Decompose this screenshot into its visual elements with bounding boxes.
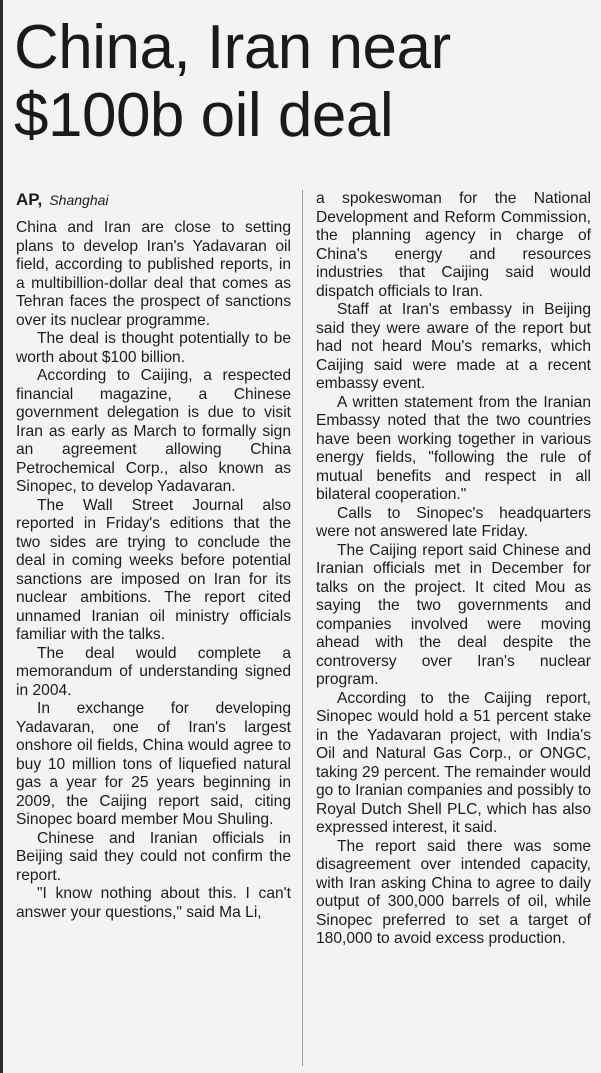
paragraph: Chinese and Iranian officials in Beijing said they could not confirm the report.	[16, 829, 291, 884]
paragraph: According to Caijing, a respected financial magazine, a Chinese government delegation is due to visit Iran as early as March to formally sign an agreement allowing China Petrochemical Corp., also known as Sinopec, to develop Yadavaran.	[16, 367, 291, 495]
dateline-place: Shanghai	[49, 192, 109, 208]
paragraph: The deal would complete a memorandum of understanding signed in 2004.	[16, 644, 291, 699]
page-edge-rule	[0, 0, 3, 1073]
article-column-left	[16, 190, 291, 922]
paragraph: a spokeswoman for the National Development and Reform Commission, the planning agency in charge of China's energy and resources industries that Caijing said would dispatch officials to Iran.	[316, 190, 591, 300]
paragraph: Staff at Iran's embassy in Beijing said they were aware of the report but had not heard Mou's remarks, which Caijing said were made at a recent embassy event.	[316, 301, 591, 392]
paragraph: According to the Caijing report, Sinopec would hold a 51 percent stake in the Yadavaran project, with India's Oil and Natural Gas Corp., or ONGC, taking 29 percent. The remainder would go to Iranian companies and possibly to Royal Dutch Shell PLC, which has also expressed interest, it said.	[316, 689, 591, 836]
paragraph: The deal is thought potentially to be worth about $100 billion.	[16, 330, 291, 366]
paragraph: China and Iran are close to setting plans to develop Iran's Yadavaran oil field, according to published reports, in a multibillion-dollar deal that comes as Tehran faces the prospect of sanctions over its nuclear programme.	[16, 219, 291, 329]
paragraph: A written statement from the Iranian Embassy noted that the two countries have been working together in various energy fields, "following the rule of mutual benefits and respect in all bilateral cooperation."	[316, 393, 591, 503]
headline: China, Iran near $100b oil deal	[14, 13, 451, 150]
dateline	[16, 190, 291, 211]
dateline-comma: ,	[37, 190, 43, 209]
column-divider	[302, 190, 303, 1066]
paragraph: The Caijing report said Chinese and Iranian officials met in December for talks on the project. It cited Mou as saying the two governments and companies involved were moving ahead with the deal despite the controversy over Iran's nuclear program.	[316, 541, 591, 688]
article-column-right	[316, 190, 591, 949]
paragraph: In exchange for developing Yadavaran, one of Iran's largest onshore oil fields, China would agree to buy 10 million tons of liquefied natural gas a year for 25 years beginning in 2009, the Caijing report said, citing Sinopec board member Mou Shuling.	[16, 700, 291, 828]
paragraph: The report said there was some disagreement over intended capacity, with Iran asking China to agree to daily output of 300,000 barrels of oil, while Sinopec preferred to set a target of 180,000 to avoid excess production.	[316, 837, 591, 947]
dateline-agency: AP	[16, 190, 38, 209]
paragraph: Calls to Sinopec's headquarters were not answered late Friday.	[316, 504, 591, 540]
paragraph: "I know nothing about this. I can't answer your questions," said Ma Li,	[16, 885, 291, 921]
paragraph: The Wall Street Journal also reported in Friday's editions that the two sides are trying to conclude the deal in coming weeks before potential sanctions are imposed on Iran for its nuclear ambitions. The report cited unnamed Iranian oil ministry officials familiar with the talks.	[16, 496, 291, 643]
